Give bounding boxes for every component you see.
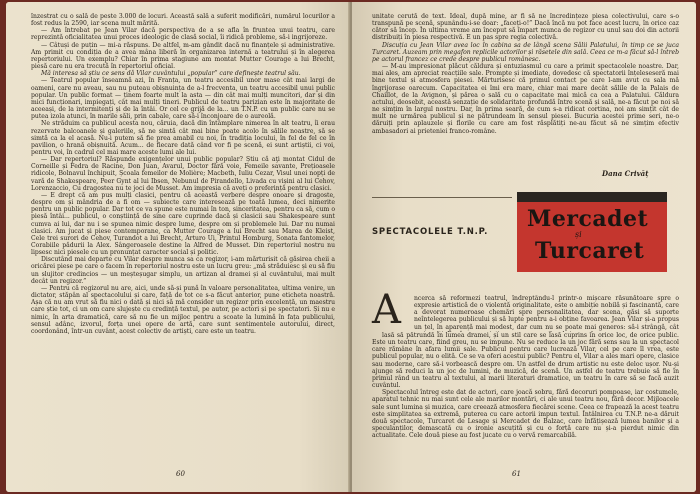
banner-black-strip (517, 192, 667, 202)
section-title: SPECTACOLELE T.N.P. (372, 227, 489, 237)
drop-cap: A (372, 287, 401, 333)
paragraph: — Câtuși de puțin — mi-a răspuns. De altfel, m-am gândit dacă nu finanțele și administrative. Am primit cu condiția de a avea mâna liberă în organizarea internă a teatrului și în alegerea repertoriului. Un exemplu? Chiar în prima stagiune am montat Mutter Courage a lui Brecht, piesă care nu era trecută în repertoriul oficial. (31, 41, 335, 71)
paragraph: lasă să pătrundă în lumea dramei, și un stil care se lasă cuprins în orice loc, de orice public. Este un teatru care, fiind greu, nu se impune. Nu se reduce la un joc fără sens sau la un spectacol care rămâne în afara lumii sale. Publicul pentru care lucrează Vilar, cel pe care îl vrea, este publicul popular, nu o elită. Ce se va oferi acestui public? Pentru el, Vilar a ales mari opere, clasice sau moderne, care să-i vorbească despre om. Un astfel de drum artistic nu este deloc ușor. Nu-și ajunge să reduci la un joc de lumini, de muzică, de scenă. Un astfel de teatru trebuie să fie în primul rând un teatru al textului, al marii literaturi dramatice, un teatru în care să se facă auzit cuvântul. (372, 332, 679, 390)
magazine-spread (6, 2, 696, 492)
paragraph: Mă interesa să știu ce sens dă Vilar cuvântului „popular” care definește teatrul său. (41, 70, 301, 78)
paragraph: Spectacolul întreg este dat de actori, care joacă sobru, fără decoruri pompoase, iar costumele, aparatul tehnic nu mai sunt cele ale marilor montări, ci ale unui teatru nou, fără decor. Mijloacele sale sunt lumina și muzica, care creează atmosfera fiecărei scene. Ceea ce frapează la acest teatru este simplitatea sa extremă, puterea cu care actorii impun textul. Întâlnirea cu T.N.P. ne-a dăruit două spectacole, Turcaret de Lesage și Mercadet de Balzac, care înfățișează lumea banilor și a speculanților, demascată cu o ironie ascuțită și cu o forță care nu și-a pierdut nimic din actualitate. Cele două piese au fost jucate cu o vervă remarcabilă. (372, 389, 679, 440)
paragraph: înzestrat cu o sală de peste 3.000 de locuri. Această sală a suferit modificări, numărul locurilor a fost redus la 2590, iar scena mult mărită. (31, 13, 335, 28)
banner-title-turcaret: Turcaret (535, 238, 645, 264)
paragraph: — M-au impresionat plăcut căldura și entuziasmul cu care a primit spectacolele noastre. Dar, mai ales, am apreciat reacțiile sale. Prompte și imediate, dovedesc că spectatorii înțeleseseră mai bine textul și atmosfera piesei. Mărturisesc că primul contact pe care l-am avut cu sala mă îngrijorase oarecum. Capacitatea ei îmi era mare, chiar mai mare decât sălile de la Palais de Chaillot, de la Avignon, și părea o sală cu o capacitate mai mică ca cea a Palatului. Căldura actului, deosebit, această senzație de solidaritate profundă între scenă și sală, ne-a făcut pe noi să ne simțim în largul nostru. Dar, în prima seară, de cum s-a ridicat cortina, noi am simțit cât de mult ne urmărea publicul și ne pătrundeam în sensul piesei. Bucuria acestei prime seri, ne-o dăruiți prin aplauzele și florile cu care am fost răsplătiți ne-au făcut să ne simțim efectiv ambasadori ai prieteniei franco-române. (372, 63, 679, 135)
banner-conjunction: și (575, 230, 582, 239)
right-page-top-text (372, 13, 679, 171)
section-divider (372, 197, 512, 198)
left-page-text (31, 13, 335, 461)
page-number-right: 61 (512, 470, 521, 478)
page-number-left: 60 (176, 470, 185, 478)
paragraph: unitate cerută de text. Ideal, după mine, ar fi să ne încredințeze piesa colectivului, care s-o transpună pe scenă, spunându-i-se doar: „faceți-o!” Dacă încă nu pot face acest lucru, în orice caz cător să încep. În ultima vreme am început să împart munca de regizor cu unul sau doi din actorii distribuiți în piesa respectivă. E un pas spre regia colectivă. (372, 13, 679, 42)
author-signature: Dana Crivăț (602, 169, 649, 178)
article-body (372, 332, 679, 467)
banner-title-mercadet: Mercadet (527, 206, 649, 232)
paragraph: — E drept că am pus mulți clasici, pentru că această verbere despre onoare și dragoste, despre om și mândria de a fi om — subiecte care interesează pe toată lumea, deci nimerite pentru un public popular. Dar tot ce va spune este numai în ton, sinceritatea, pentru ca să, cum o piesă întâi... publicul, o conștiință de sine care cuprinde dacă și clasicii sau Shakespeare sunt cumva ai lui, dar nu i se spunea nimic despre lume, despre om și problemele lui. Dar nu numai clasici. Am jucat și piese contemporane, ca Mutter Courage a lui Brecht sau Marea de Kleist, Cele trei surori de Cehov, Turandot a lui Brecht, Arturo Ui, Printul Homburg, Sonata fantomelor, Corabiile pădurii la Alex. Sângeroasele destine la Alfred de Musset. Din repertoriul nostru nu lipsesc nici piesele cu un pronunțat caracter social și politic. (31, 191, 335, 257)
paragraph: Ne străduim ca publicul acesta nou, căruia, dacă din întâmplare nimerea în alt teatru, îi erau rezervate balcoanele și galeriile, să ne simtă cât mai bine poate acolo în sălile noastre, să se simtă ca la el acasă. Nu-i putem să fie prea amabil cu noi, în tradiția locului, în fel de fel ce în pavilion, o hrană obișnuită. Acum... de fiecare dată când vor fi pe scenă, ei sunt artiștii, ci voi, pentru voi, în cadrul cel mai mare aceste lumi ale lui. (31, 120, 335, 156)
paragraph: — Am întrebat pe Jean Vilar dacă perspectiva de a se afla în fruntea unui teatru, care reprezintă oficialitatea unui proces ideologic de clasă social, îi ridică probleme, să-i ingrijoreze. (31, 27, 335, 42)
paragraph: ncerca să reformezi teatrul, îndreptându-l printr-o mișcare răsunătoare spre o expresie artistică de o violentă originalitate, este o ambiție nobilă și fascinantă, care a devorat numeroase chemări spre personalitatea, dar scena, găsi să suporte neîntelegerea publicului și să lupte pentru a-i obține favoarea. Jean Vilar și-a propus un țel, în aparență mai modest, dar cum nu se poate mai generos: să-i strângă, cât (414, 295, 679, 331)
left-page (6, 2, 350, 492)
title-banner (517, 192, 667, 272)
paragraph: — Pentru că regizorul nu are, aici, unde să-și pună în valoare personalitatea, ultima venire, un dictator, stăpân al spectacolului și care, față de tot ce s-a făcut anterior, pune eticheta noastră. Așa că nu am vrut să fiu nici o dată și nici să mă consider un regizor prin excelență, un maestru care știe tot, ci un om care slujește cu credință textul, pe autor, pe actori și pe spectatori. Și nu e nimic, în arta dramatică, care să nu fie un mijloc pentru a scoate la lumină în fața publicului, sensul adânc, izvorul, forța unei opere de artă, care sunt sentimentele autorului, direct, coordonând, într-un cuvânt, acest colectiv de artiști, care este un teatru. (31, 284, 335, 335)
paragraph: — Teatrul popular înseamnă azi, în Franța, un teatru accesibil unor mase cât mai largi de oameni, care nu aveau, sau nu puteau obișnuința de a-l frecventa, un teatru accesibil unui public popular. Un public format — ținem foarte mult la asta — din cât mai mulți muncitori, dar și din mici funcționari, impiegați, cât mai mulți tineri. Publicul de teatru parizian este în majoritate de aceeași, de la intermitenți și de la întâi. Or cel ce grijă de la... un T.N.P. cu un public care nu se putea izola atunci, în marile săli, prin cabale, care să-i înconjoare de o aureolă. (31, 77, 335, 121)
right-page (352, 2, 696, 492)
article-lead (414, 295, 679, 332)
paragraph: — Dar repertoriul? Răspunde exigențelor unui public popular? Știu că aţi montat Cidul de Corneille și Fedra de Racine, Don Juan, Avarul, Doctor fără voie, Femeile savante, Prețioasele ridicole, Bolnavul închipuit, Școala femeilor de Molière; Macbeth, Iuliu Cezar, Visul unei nopți de vară de Shakespeare, Peer Gynt al lui Ibsen, Nebunul de Pirandello, Livada cu vișini al lui Cehov, Lorenzaccio, Cu dragostea nu te joci de Musset. Am impresia că aveți o preferință pentru clasici. (31, 156, 335, 192)
paragraph: Discuția cu Jean Vilar avea loc în cabina sa de lângă scena Sălii Palatului, în timp ce se juca Turcaret. Auzeam prin megafon replicile actorilor și răsetele din sală. Ceea ce m-a făcut să-l întreb pe actorul francez ce crede despre publicul românesc. (372, 41, 679, 63)
paragraph: Discutând mai departe cu Vilar despre munca sa ca regizor, i-am mărturisit că găsirea cheii a oricărei piese pe care o facem în repertoriul nostru este un lucru greu: „mă străduiesc și eu să fiu un slujitor credincios — un meșteșugar simplu, un artizan al dramei și al cuvântului, mai mult decât un regizor.” (31, 256, 335, 285)
